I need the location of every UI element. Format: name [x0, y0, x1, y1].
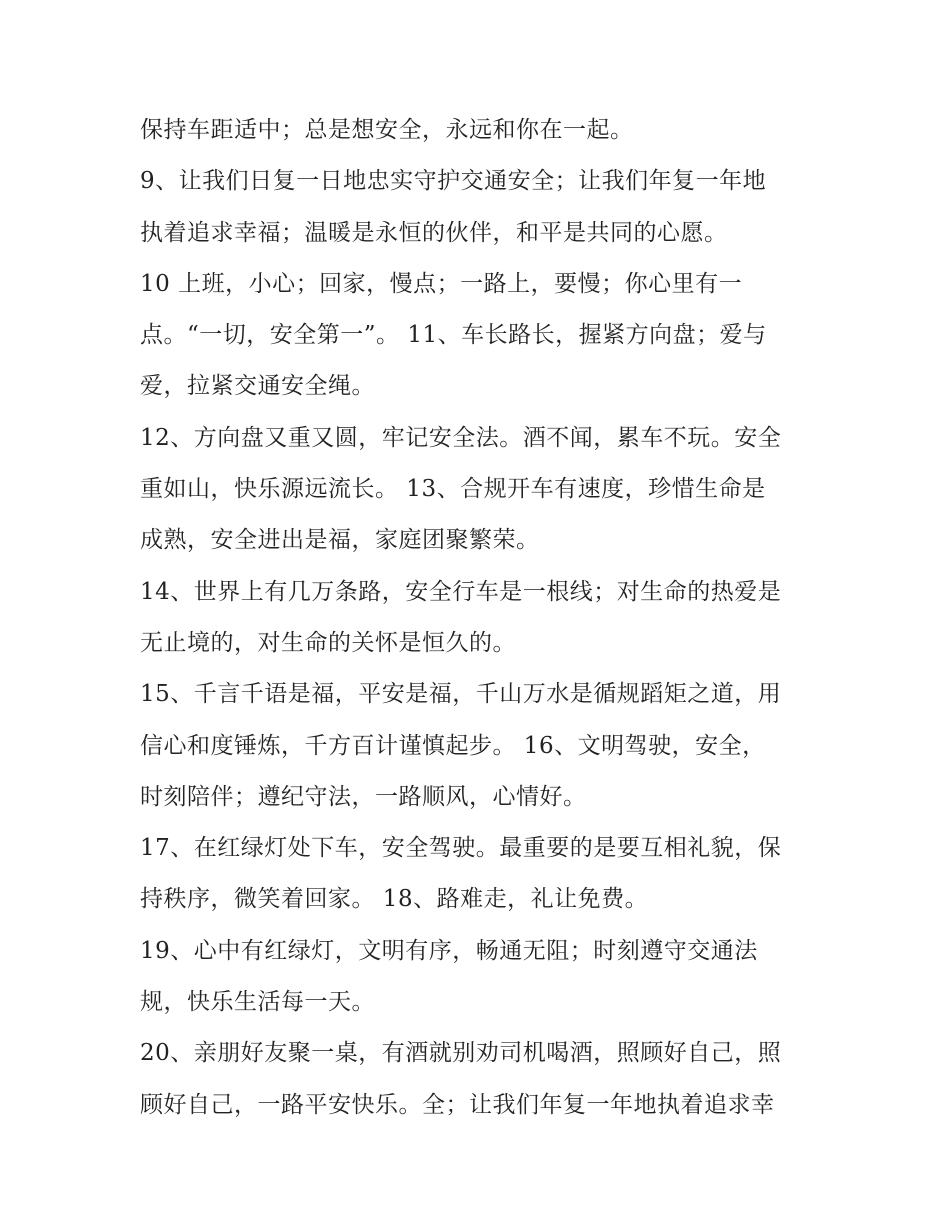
text-line: 信心和度锤炼，千方百计谨慎起步。 16、文明驾驶，安全， [140, 732, 766, 759]
text-line: 点。“一切，安全第一”。 11、车长路长，握紧方向盘；爱与 [140, 322, 767, 349]
text-line: 执着追求幸福；温暖是永恒的伙伴，和平是共同的心愿。 [140, 219, 728, 246]
document-body [140, 105, 820, 1131]
text-line: 爱，拉紧交通安全绳。 [140, 373, 375, 400]
text-line: 19、心中有红绿灯，文明有序，畅通无阻；时刻遵守交通法 [140, 937, 758, 964]
text-line: 20、亲朋好友聚一桌，有酒就别劝司机喝酒，照顾好自己，照 [140, 1040, 782, 1067]
text-line: 时刻陪伴；遵纪守法，一路顺风，心情好。 [140, 783, 587, 810]
text-line: 15、千言千语是福，平安是福，千山万水是循规蹈矩之道，用 [140, 681, 782, 708]
text-line: 重如山，快乐源远流长。 13、合规开车有速度，珍惜生命是 [140, 476, 766, 503]
text-line: 保持车距适中；总是想安全，永远和你在一起。 [140, 117, 634, 143]
text-line: 9、让我们日复一日地忠实守护交通安全；让我们年复一年地 [140, 168, 767, 195]
text-line: 顾好自己，一路平安快乐。全；让我们年复一年地执着追求幸 [140, 1091, 775, 1118]
text-line: 17、在红绿灯处下车，安全驾驶。最重要的是要互相礼貌，保 [140, 835, 782, 862]
text-line: 持秩序，微笑着回家。 18、路难走，礼让免费。 [140, 886, 649, 913]
text-line: 无止境的，对生命的关怀是恒久的。 [140, 629, 516, 656]
text-line: 10 上班，小心；回家，慢点；一路上，要慢；你心里有一 [140, 270, 743, 297]
text-line: 14、世界上有几万条路，安全行车是一根线；对生命的热爱是 [140, 578, 782, 605]
text-line: 成熟，安全进出是福，家庭团聚繁荣。 [140, 527, 540, 554]
text-line: 规，快乐生活每一天。 [140, 989, 375, 1016]
text-line: 12、方向盘又重又圆，牢记安全法。酒不闻，累车不玩。安全 [140, 424, 782, 451]
